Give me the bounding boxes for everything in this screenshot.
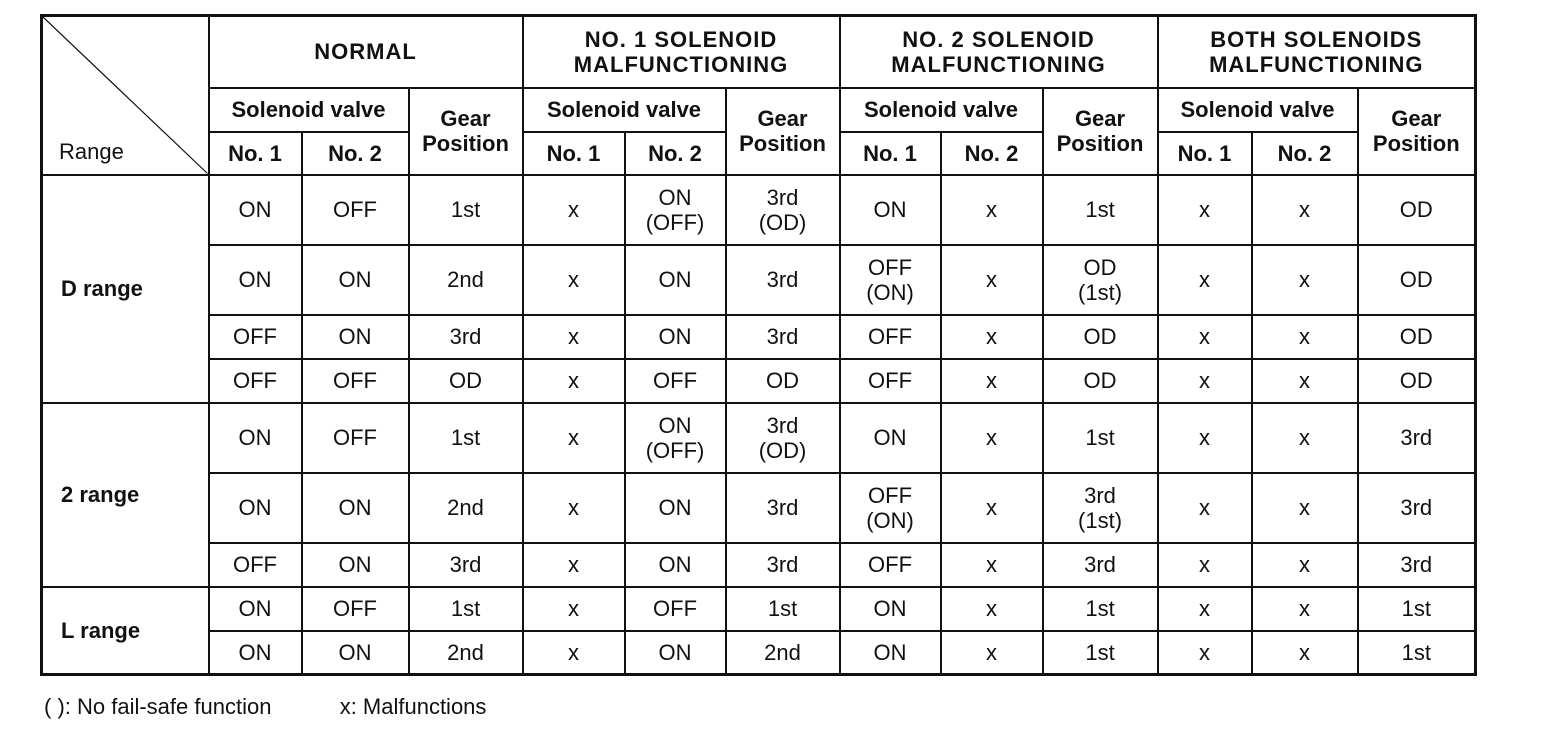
table-body [42,175,1476,675]
table-cell: x [1252,359,1358,403]
table-cell: 1st [409,175,523,245]
table-cell: x [1158,631,1252,675]
table-cell: OD [1358,175,1476,245]
table-cell: x [1158,473,1252,543]
table-cell: 2nd [409,245,523,315]
group-header-normal: NORMAL [209,16,523,88]
table-cell: x [1252,245,1358,315]
range-corner-header [42,16,209,175]
no2-header: No. 2 [941,132,1043,175]
solenoid-valve-header: Solenoid valve [840,88,1043,132]
table-cell: x [941,543,1043,587]
table-row [42,543,1476,587]
table-cell: ON [209,631,302,675]
table-cell: ON [209,473,302,543]
table-cell: x [1252,473,1358,543]
table-cell: x [1158,403,1252,473]
table-cell: OFF [840,543,941,587]
table-cell: x [523,631,625,675]
group-header-both-malfunction: BOTH SOLENOIDS MALFUNCTIONING [1158,16,1476,88]
no2-header: No. 2 [302,132,409,175]
table-cell: OFF [302,175,409,245]
table-cell: 3rd [1358,403,1476,473]
table-cell: x [1252,175,1358,245]
table-cell: 1st [409,403,523,473]
table-cell: 3rd [726,473,840,543]
table-cell: 3rd [409,315,523,359]
range-name: 2 range [42,403,209,587]
table-cell: 2nd [409,473,523,543]
table-cell: ON [625,543,726,587]
table-cell: ON [302,631,409,675]
table-cell: OD [409,359,523,403]
table-cell: x [941,631,1043,675]
table-cell: x [523,473,625,543]
table-cell: 3rd [726,543,840,587]
table-cell: x [1252,403,1358,473]
range-name: L range [42,587,209,675]
table-cell: 1st [726,587,840,631]
table-cell: x [941,245,1043,315]
group-header-no2-malfunction: NO. 2 SOLENOID MALFUNCTIONING [840,16,1158,88]
table-cell: x [941,587,1043,631]
table-cell: x [941,403,1043,473]
table-cell: 1st [1043,403,1158,473]
table-cell: x [1158,543,1252,587]
table-cell: x [941,175,1043,245]
table-cell: OFF [302,587,409,631]
footnote [44,694,486,720]
solenoid-malfunction-table [40,14,1477,676]
no2-header: No. 2 [625,132,726,175]
range-label: Range [59,138,124,164]
table-row [42,587,1476,631]
table-cell: ON [209,587,302,631]
table-cell: 3rd (OD) [726,175,840,245]
table-cell: OD (1st) [1043,245,1158,315]
table-cell: x [1252,631,1358,675]
table-cell: 2nd [726,631,840,675]
table-cell: x [523,315,625,359]
table-cell: OD [1043,359,1158,403]
table-cell: x [1158,359,1252,403]
table-cell: 1st [409,587,523,631]
footnote-no-failsafe: ( ): No fail-safe function [44,694,272,719]
gear-position-header: Gear Position [409,88,523,175]
table-cell: ON [209,175,302,245]
table-cell: x [1252,543,1358,587]
table-cell: OFF [209,315,302,359]
table-cell: OFF [302,403,409,473]
table-cell: x [523,245,625,315]
table-cell: OD [726,359,840,403]
table-cell: x [1158,175,1252,245]
group-header-no1-malfunction: NO. 1 SOLENOID MALFUNCTIONING [523,16,840,88]
table-cell: ON [840,403,941,473]
table-cell: x [523,543,625,587]
table-cell: OD [1358,359,1476,403]
table-cell: x [941,359,1043,403]
table-cell: ON [209,403,302,473]
table-cell: OFF [625,359,726,403]
no2-header: No. 2 [1252,132,1358,175]
table-cell: ON (OFF) [625,403,726,473]
table-cell: x [523,587,625,631]
table-cell: ON [840,631,941,675]
table-cell: 3rd [1358,473,1476,543]
table-cell: OFF [840,359,941,403]
table-cell: OD [1043,315,1158,359]
table-cell: x [1158,245,1252,315]
table-cell: x [1252,587,1358,631]
no1-header: No. 1 [1158,132,1252,175]
table-cell: OFF [209,543,302,587]
table-cell: OFF (ON) [840,473,941,543]
table-cell: ON [840,587,941,631]
solenoid-valve-header: Solenoid valve [1158,88,1358,132]
table-cell: ON [302,245,409,315]
range-name: D range [42,175,209,403]
table-row [42,631,1476,675]
table-cell: x [1158,315,1252,359]
table-cell: ON [302,315,409,359]
no1-header: No. 1 [209,132,302,175]
table-cell: 1st [1358,587,1476,631]
table-cell: 3rd [1043,543,1158,587]
table-cell: x [941,315,1043,359]
table-cell: x [1252,315,1358,359]
gear-position-header: Gear Position [726,88,840,175]
table-cell: OD [1358,245,1476,315]
solenoid-valve-header: Solenoid valve [523,88,726,132]
table-cell: 1st [1043,631,1158,675]
table-cell: 1st [1358,631,1476,675]
no1-header: No. 1 [523,132,625,175]
table-cell: x [523,175,625,245]
table-cell: ON [302,543,409,587]
table-cell: ON [625,245,726,315]
table-cell: OD [1358,315,1476,359]
table-row [42,403,1476,473]
table-cell: ON [209,245,302,315]
table-cell: 3rd (1st) [1043,473,1158,543]
table-cell: 3rd (OD) [726,403,840,473]
table-cell: ON [302,473,409,543]
table-cell: 2nd [409,631,523,675]
table-cell: OFF (ON) [840,245,941,315]
table-cell: 3rd [726,245,840,315]
table-cell: 1st [1043,175,1158,245]
table-row [42,359,1476,403]
gear-position-header: Gear Position [1358,88,1476,175]
gear-position-header: Gear Position [1043,88,1158,175]
table-row [42,315,1476,359]
solenoid-valve-header: Solenoid valve [209,88,409,132]
table-cell: OFF [840,315,941,359]
no1-header: No. 1 [840,132,941,175]
footnote-malfunctions: x: Malfunctions [339,694,487,719]
table-cell: OFF [625,587,726,631]
table-cell: 3rd [1358,543,1476,587]
table-cell: ON [625,631,726,675]
table-cell: OFF [302,359,409,403]
table-row [42,245,1476,315]
table-cell: ON [840,175,941,245]
table-row [42,473,1476,543]
table-cell: ON (OFF) [625,175,726,245]
table-cell: x [523,403,625,473]
table-cell: x [941,473,1043,543]
table-cell: ON [625,315,726,359]
table-row [42,175,1476,245]
table-cell: x [1158,587,1252,631]
table-cell: 3rd [409,543,523,587]
table-cell: 1st [1043,587,1158,631]
table-cell: 3rd [726,315,840,359]
table-cell: ON [625,473,726,543]
table-cell: OFF [209,359,302,403]
table-cell: x [523,359,625,403]
